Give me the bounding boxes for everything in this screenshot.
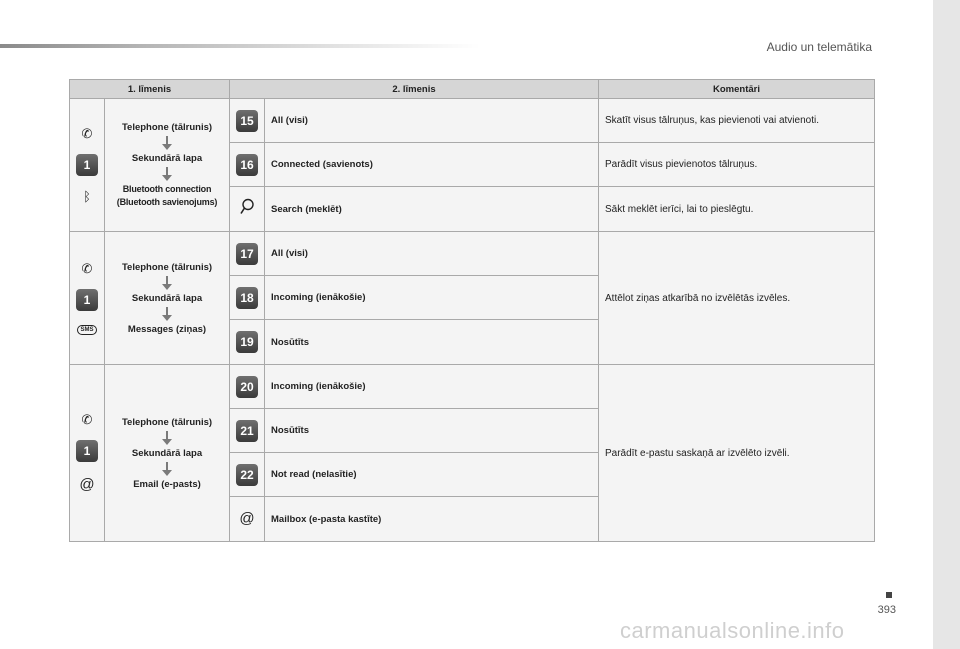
phone-icon: ✆ (81, 412, 93, 427)
phone-icon: ✆ (81, 126, 93, 141)
level1-icons-cell (70, 99, 105, 232)
nav-step-telephone: Telephone (tālrunis) (121, 416, 213, 428)
at-icon: @ (239, 510, 255, 527)
option-cell: All (visi) (265, 99, 599, 143)
step-badge: 21 (236, 420, 258, 442)
step-badge: 16 (236, 154, 258, 176)
col-header-comments: Komentāri (599, 80, 875, 99)
step-badge: 15 (236, 110, 258, 132)
nav-step-telephone: Telephone (tālrunis) (121, 261, 213, 273)
comment-cell: Sākt meklēt ierīci, lai to pieslēgtu. (599, 187, 875, 232)
badge-cell (230, 365, 265, 409)
page-marker (886, 592, 892, 598)
comment-cell: Skatīt visus tālruņus, kas pievienoti vai atvienoti. (599, 99, 875, 143)
nav-step-telephone: Telephone (tālrunis) (121, 122, 213, 133)
badge-cell (230, 187, 265, 232)
option-cell: Nosūtīts (265, 320, 599, 365)
nav-step-secondary-page: Sekundārā lapa (131, 447, 203, 459)
option-cell: All (visi) (265, 232, 599, 276)
bluetooth-icon: ᛒ (83, 189, 91, 204)
option-cell: Nosūtīts (265, 409, 599, 453)
badge-cell (230, 409, 265, 453)
option-cell: Connected (savienots) (265, 143, 599, 187)
arrow-down-icon (161, 462, 173, 476)
side-strip (933, 0, 960, 649)
badge-cell (230, 143, 265, 187)
sms-icon: SMS (77, 325, 96, 335)
level1-icons-cell (70, 365, 105, 542)
header-title: Audio un telemātika (766, 40, 872, 54)
arrow-down-icon (161, 431, 173, 445)
option-cell: Mailbox (e-pasta kastīte) (265, 497, 599, 542)
step-badge: 18 (236, 287, 258, 309)
header-gradient-bar (0, 44, 480, 48)
navigation-path-cell (105, 99, 230, 232)
col-header-level1: 1. līmenis (70, 80, 230, 99)
level1-badge: 1 (76, 289, 98, 311)
comment-cell: Attēlot ziņas atkarībā no izvēlētās izvēles. (599, 232, 875, 365)
arrow-down-icon (161, 136, 173, 150)
nav-step-secondary-page: Sekundārā lapa (131, 153, 203, 164)
step-badge: 17 (236, 243, 258, 265)
level1-icons-cell (70, 232, 105, 365)
col-header-level2: 2. līmenis (230, 80, 599, 99)
option-cell: Not read (nelasītie) (265, 453, 599, 497)
nav-step-secondary-page: Sekundārā lapa (131, 292, 203, 304)
step-badge: 22 (236, 464, 258, 486)
badge-cell (230, 99, 265, 143)
badge-cell (230, 497, 265, 542)
step-badge: 20 (236, 376, 258, 398)
nav-step-email: Email (e-pasts) (133, 478, 201, 490)
menu-table (69, 79, 875, 542)
badge-cell (230, 276, 265, 320)
level1-badge: 1 (76, 154, 98, 176)
navigation-path-cell (105, 232, 230, 365)
option-cell: Search (meklēt) (265, 187, 599, 232)
phone-icon: ✆ (81, 260, 93, 276)
comment-cell: Parādīt visus pievienotos tālruņus. (599, 143, 875, 187)
comment-cell: Parādīt e-pastu saskaņā ar izvēlēto izvēli. (599, 365, 875, 542)
nav-step-messages: Messages (ziņas) (127, 323, 207, 335)
search-icon (239, 198, 255, 216)
badge-cell (230, 320, 265, 365)
badge-cell (230, 453, 265, 497)
level1-badge: 1 (76, 440, 98, 462)
step-badge: 19 (236, 331, 258, 353)
arrow-down-icon (161, 307, 173, 321)
nav-step-bluetooth-connection: Bluetooth connection (Bluetooth savienojums) (116, 184, 218, 207)
badge-cell (230, 232, 265, 276)
navigation-path-cell (105, 365, 230, 542)
at-icon: @ (79, 476, 95, 493)
arrow-down-icon (161, 276, 173, 290)
page-number: 393 (877, 604, 896, 616)
option-cell: Incoming (ienākošie) (265, 276, 599, 320)
arrow-down-icon (161, 167, 173, 181)
watermark: carmanualsonline.info (620, 618, 845, 643)
option-cell: Incoming (ienākošie) (265, 365, 599, 409)
